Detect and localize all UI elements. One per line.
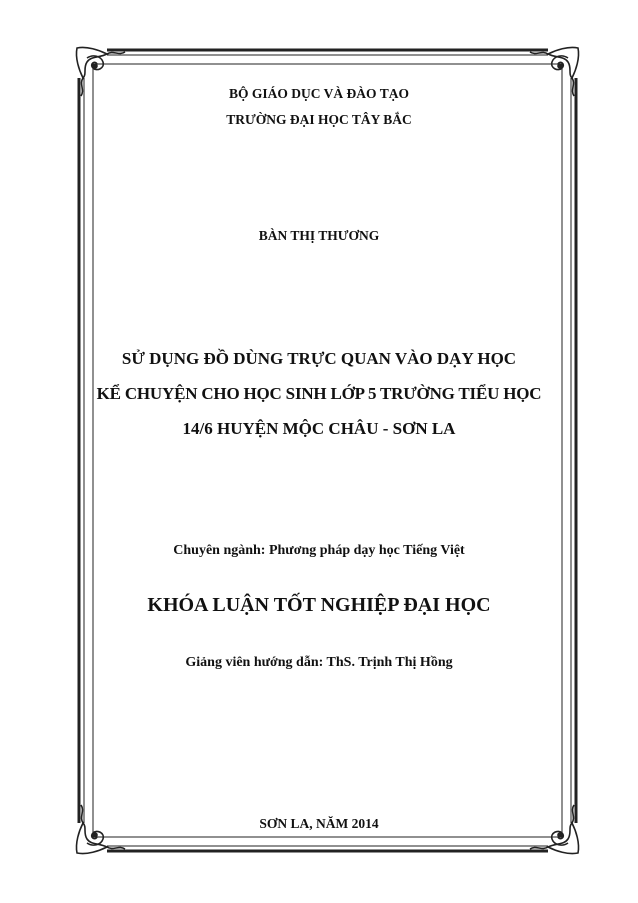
- page-border: [73, 44, 582, 857]
- author-name: BÀN THỊ THƯƠNG: [258, 228, 380, 243]
- thesis-title-line-3: 14/6 HUYỆN MỘC CHÂU - SƠN LA: [182, 419, 456, 438]
- advisor-line: Giảng viên hướng dẫn: ThS. Trịnh Thị Hồng: [185, 655, 453, 670]
- thesis-title-line-1: SỬ DỤNG ĐỒ DÙNG TRỰC QUAN VÀO DẠY HỌC: [121, 349, 517, 368]
- decorative-border: [73, 44, 582, 857]
- major-field: Chuyên ngành: Phương pháp dạy học Tiếng Việt: [173, 543, 465, 558]
- university-name: TRƯỜNG ĐẠI HỌC TÂY BẮC: [226, 112, 412, 127]
- thesis-title-line-2: KỂ CHUYỆN CHO HỌC SINH LỚP 5 TRƯỜNG TIỂU HỌC: [96, 384, 542, 403]
- place-and-year: SƠN LA, NĂM 2014: [259, 816, 379, 831]
- ministry-name: BỘ GIÁO DỤC VÀ ĐÀO TẠO: [229, 86, 409, 101]
- thesis-type: KHÓA LUẬN TỐT NGHIỆP ĐẠI HỌC: [147, 594, 491, 616]
